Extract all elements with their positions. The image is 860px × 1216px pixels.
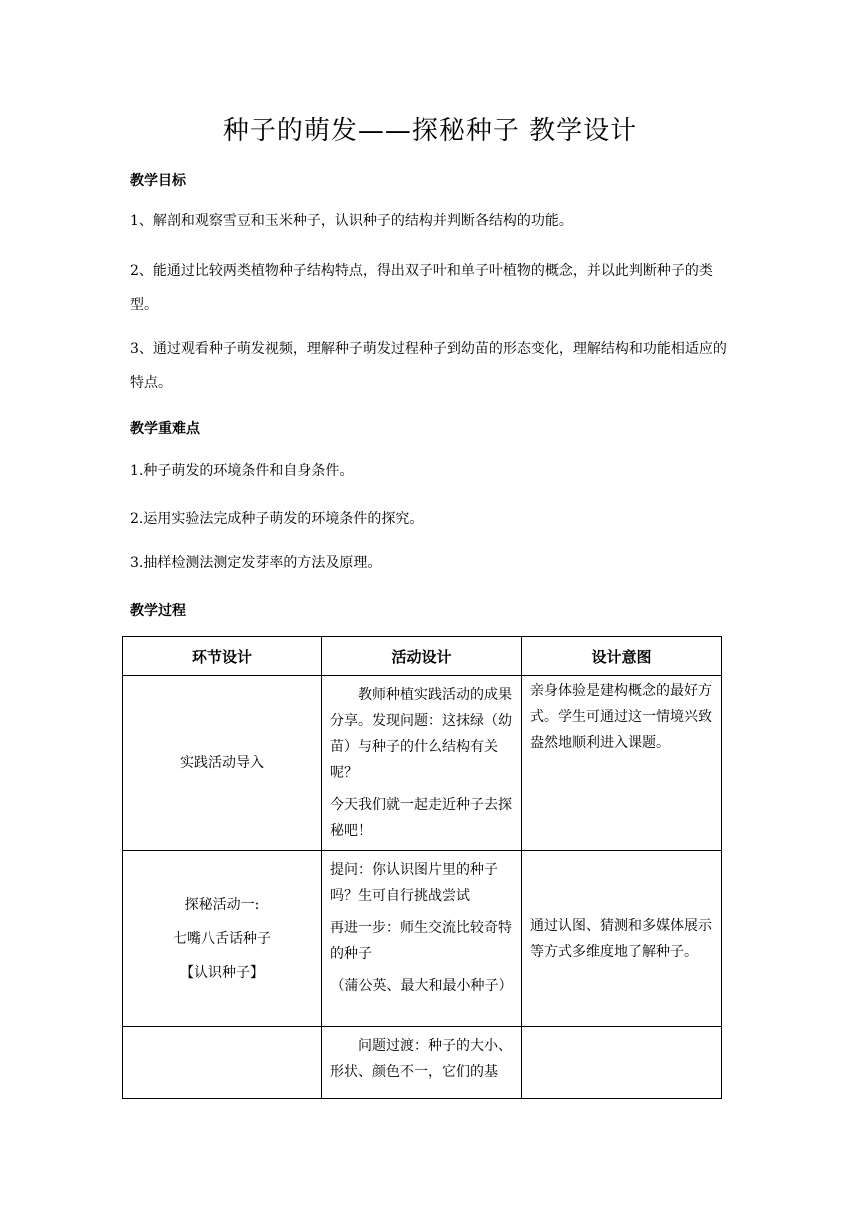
stage-cell: 实践活动导入 <box>123 676 322 851</box>
activity-text: 提问：你认识图片里的种子吗？生可自行挑战尝试 <box>330 862 498 904</box>
intent-cell <box>522 1027 722 1099</box>
stage-line: 探秘活动一: <box>184 896 260 913</box>
activity-text: 再进一步：师生交流比较奇特的种子 <box>330 920 512 962</box>
activity-cell <box>322 851 522 1027</box>
goal-item-3: 3、通过观看种子萌发视频，理解种子萌发过程种子到幼苗的形态变化，理解结构和功能相适应的特点。 <box>130 341 727 391</box>
intent-text: 通过认图、猜测和多媒体展示等方式多维度地了解种子。 <box>530 917 712 960</box>
intent-cell <box>522 676 722 851</box>
keypoint-item-3: 3.抽样检测法测定发芽率的方法及原理。 <box>130 555 382 571</box>
table-row <box>123 851 722 1027</box>
column-header-intent: 设计意图 <box>522 637 722 676</box>
section-heading-keypoints: 教学重难点 <box>130 421 200 437</box>
stage-line: 七嘴八舌话种子 <box>173 930 271 947</box>
section-heading-process: 教学过程 <box>130 603 186 619</box>
process-table <box>122 636 722 1099</box>
intent-cell <box>522 851 722 1027</box>
stage-cell <box>123 1027 322 1099</box>
activity-cell <box>322 676 522 851</box>
intent-text: 亲身体验是建构概念的最好方式。学生可通过这一情境兴致盎然地顺利进入课题。 <box>530 683 712 751</box>
stage-line: 【认识种子】 <box>180 964 264 981</box>
column-header-activity: 活动设计 <box>322 637 522 676</box>
activity-cell <box>322 1027 522 1099</box>
table-row <box>123 1027 722 1099</box>
table-row <box>123 676 722 851</box>
section-heading-goals: 教学目标 <box>130 173 186 189</box>
document-title: 种子的萌发——探秘种子 教学设计 <box>222 116 638 146</box>
table-header-row <box>123 637 722 676</box>
stage-cell <box>123 851 322 1027</box>
goal-item-1: 1、解剖和观察雪豆和玉米种子，认识种子的结构并判断各结构的功能。 <box>130 213 573 229</box>
activity-text: 问题过渡：种子的大小、形状、颜色不一，它们的基 <box>330 1038 512 1080</box>
keypoint-item-1: 1.种子萌发的环境条件和自身条件。 <box>130 463 354 479</box>
keypoint-item-2: 2.运用实验法完成种子萌发的环境条件的探究。 <box>130 511 424 527</box>
activity-text: 教师种植实践活动的成果分享。发现问题：这抹绿（幼苗）与种子的什么结构有关呢？ <box>330 687 512 781</box>
activity-text: 今天我们就一起走近种子去探秘吧！ <box>330 797 512 839</box>
column-header-stage: 环节设计 <box>123 637 322 676</box>
goal-item-2: 2、能通过比较两类植物种子结构特点，得出双子叶和单子叶植物的概念，并以此判断种子的类型。 <box>130 263 713 313</box>
activity-text: （蒲公英、最大和最小种子） <box>330 978 513 994</box>
